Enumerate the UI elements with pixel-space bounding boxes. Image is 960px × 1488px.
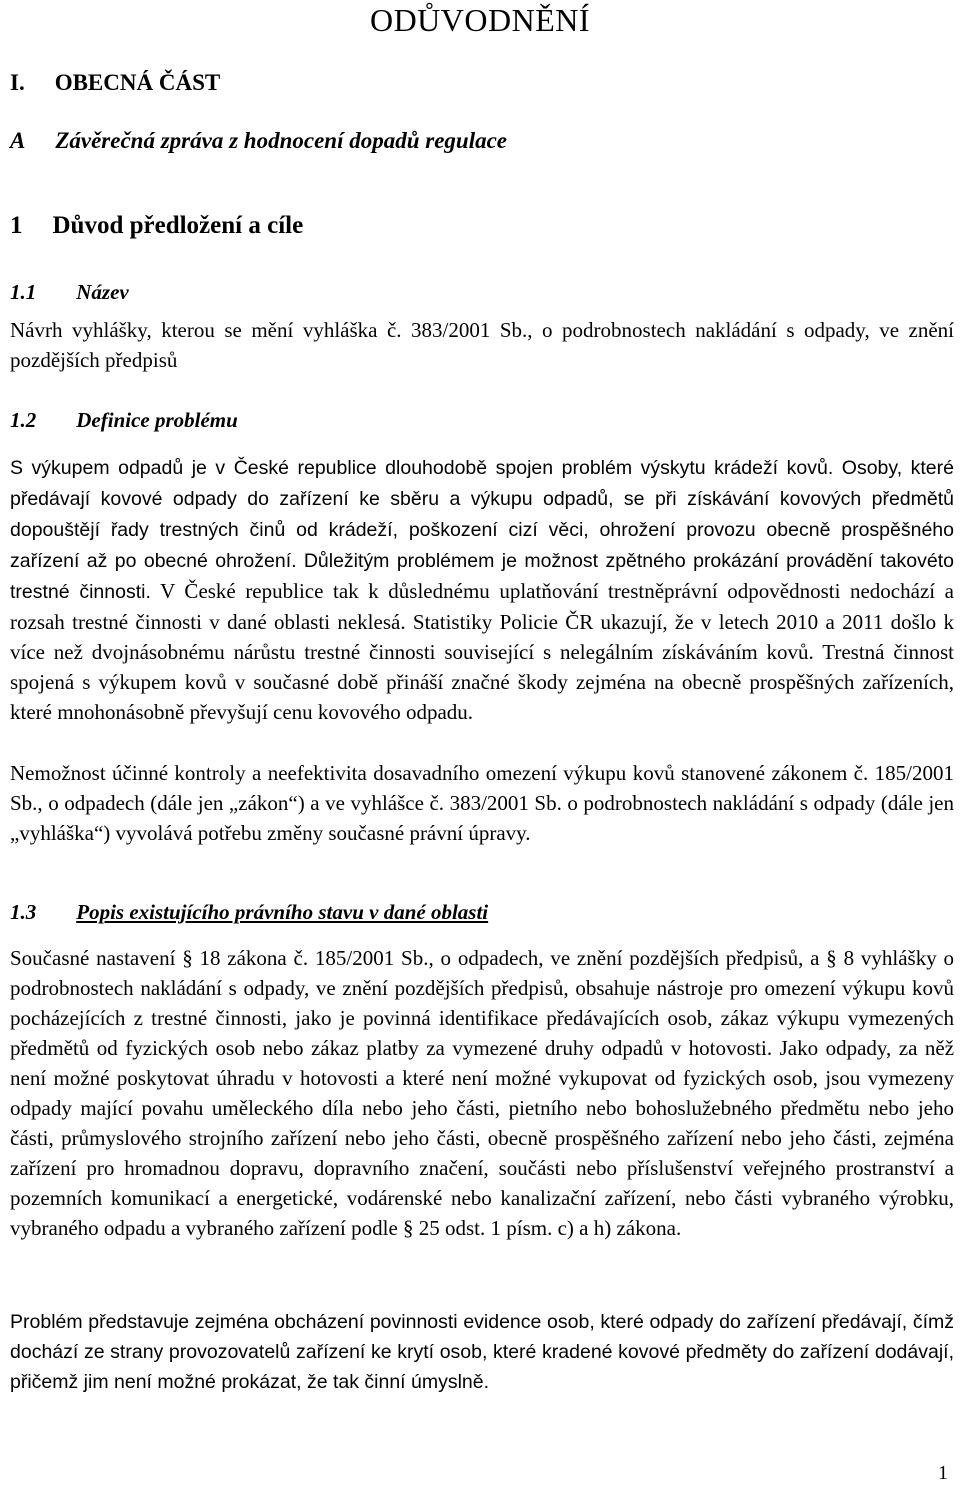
part-number: I. xyxy=(10,70,25,95)
subsection-title: Popis existujícího právního stavu v dané oblasti xyxy=(76,900,489,924)
subsection-1-2-heading xyxy=(10,408,238,433)
subsection-number: 1.3 xyxy=(10,900,37,924)
paragraph-text: Statistiky Policie ČR ukazují, že v letech 2010 a 2011 došlo k více než dvojnásobnému nárůstu trestné činnosti související s nelegálním získáváním kovů. xyxy=(10,610,955,664)
paragraph-text: Důležitým problémem je možnost zpětného prokázání provádění takovéto trestné činnosti. xyxy=(10,550,954,603)
part-title: OBECNÁ ČÁST xyxy=(54,70,221,95)
section-letter: A xyxy=(10,128,26,153)
subsection-1-2-paragraph-2: Nemožnost účinné kontroly a neefektivita dosavadního omezení výkupu kovů stanovené zákonem č. 185/2001 Sb., o odpadech (dále jen „zákon“) a ve vyhlášce č. 383/2001 Sb. o podrobnostech nakládání s odpady (dále jen „vyhláška“) vyvolává potřebu změny současné právní úpravy. xyxy=(10,761,954,845)
page-number: 1 xyxy=(938,1462,948,1484)
chapter-heading xyxy=(10,212,303,240)
subsection-number: 1.1 xyxy=(10,280,37,304)
subsection-1-1-heading xyxy=(10,280,129,305)
section-heading xyxy=(10,128,507,154)
subsection-title: Název xyxy=(76,280,129,304)
subsection-title: Definice problému xyxy=(76,408,238,432)
subsection-1-2-paragraph-1 xyxy=(10,452,954,727)
subsection-1-3-heading xyxy=(10,900,488,925)
paragraph-text: Jako odpady, za něž není možné poskytovat úhradu v hotovosti a které není možné vykupovat od fyzických osob, jsou vymezeny odpady mající povahu uměleckého díla nebo jeho části, pietního nebo bohoslužebného předmětu nebo jeho části, průmyslového strojního zařízení nebo jeho části, obecně prospěšného zařízení nebo jeho části, zejména zařízení pro hromadnou dopravu, dopravního značení, součásti nebo příslušenství veřejného prostranství a pozemních komunikací a energetické, vodárenské nebo kanalizační zařízení, nebo části vybraného výrobku, vybraného odpadu a vybraného zařízení podle § 25 odst. 1 písm. c) a h) zákona. xyxy=(10,1036,955,1240)
subsection-1-1-text: Návrh vyhlášky, kterou se mění vyhláška č. 383/2001 Sb., o podrobnostech nakládání s odpady, ve znění pozdějších předpisů xyxy=(10,318,954,372)
subsection-1-3-paragraph-1 xyxy=(10,943,954,1243)
part-heading xyxy=(10,70,220,96)
subsection-number: 1.2 xyxy=(10,408,37,432)
paragraph-text: S výkupem odpadů je v České republice dlouhodobě spojen problém výskytu krádeží kovů. Osoby, které předávají kovové odpady do zařízení ke sběru a výkupu odpadů, se při získávání kovových předmětů dopouštějí řady trestných činů od krádeží, poškození cizí věci, ohrožení provozu obecně prospěšného zařízení až po obecné ohrožení. xyxy=(10,457,954,572)
section-title: Závěrečná zpráva z hodnocení dopadů regulace xyxy=(55,128,508,153)
chapter-number: 1 xyxy=(10,212,23,239)
document-title: ODŮVODNĚNÍ xyxy=(369,2,591,38)
subsection-1-3-paragraph-2: Problém představuje zejména obcházení povinnosti evidence osob, které odpady do zařízení předávají, čímž dochází ze strany provozovatelů zařízení ke krytí osob, které kradené kovové předměty do zařízení dodávají, přičemž jim není možné prokázat, že tak činní úmyslně. xyxy=(10,1311,954,1393)
paragraph-text: Současné nastavení § 18 zákona č. 185/2001 Sb., o odpadech, ve znění pozdějších předpisů, a § 8 vyhlášky o podrobnostech nakládání s odpady, ve znění pozdějších předpisů, obsahuje nástroje pro omezení výkupu kovů pocházejících z trestné činnosti, jako je povinná identifikace předávajících osob, zákaz výkupu vymezených předmětů od fyzických osob nebo zákaz platby za vymezené druhy odpadů v hotovosti. xyxy=(10,946,954,1060)
chapter-title: Důvod předložení a cíle xyxy=(52,212,304,239)
paragraph-text: Trestná činnost spojená s výkupem kovů v současné době přináší značné škody zejména na obecně prospěšných zařízeních, které mnohonásobně převyšují cenu kovového odpadu. xyxy=(10,640,954,724)
paragraph-text: V České republice tak k důslednému uplatňování trestněprávní odpovědnosti nedochází a rozsah trestné činnosti v dané oblasti neklesá. xyxy=(10,579,954,634)
